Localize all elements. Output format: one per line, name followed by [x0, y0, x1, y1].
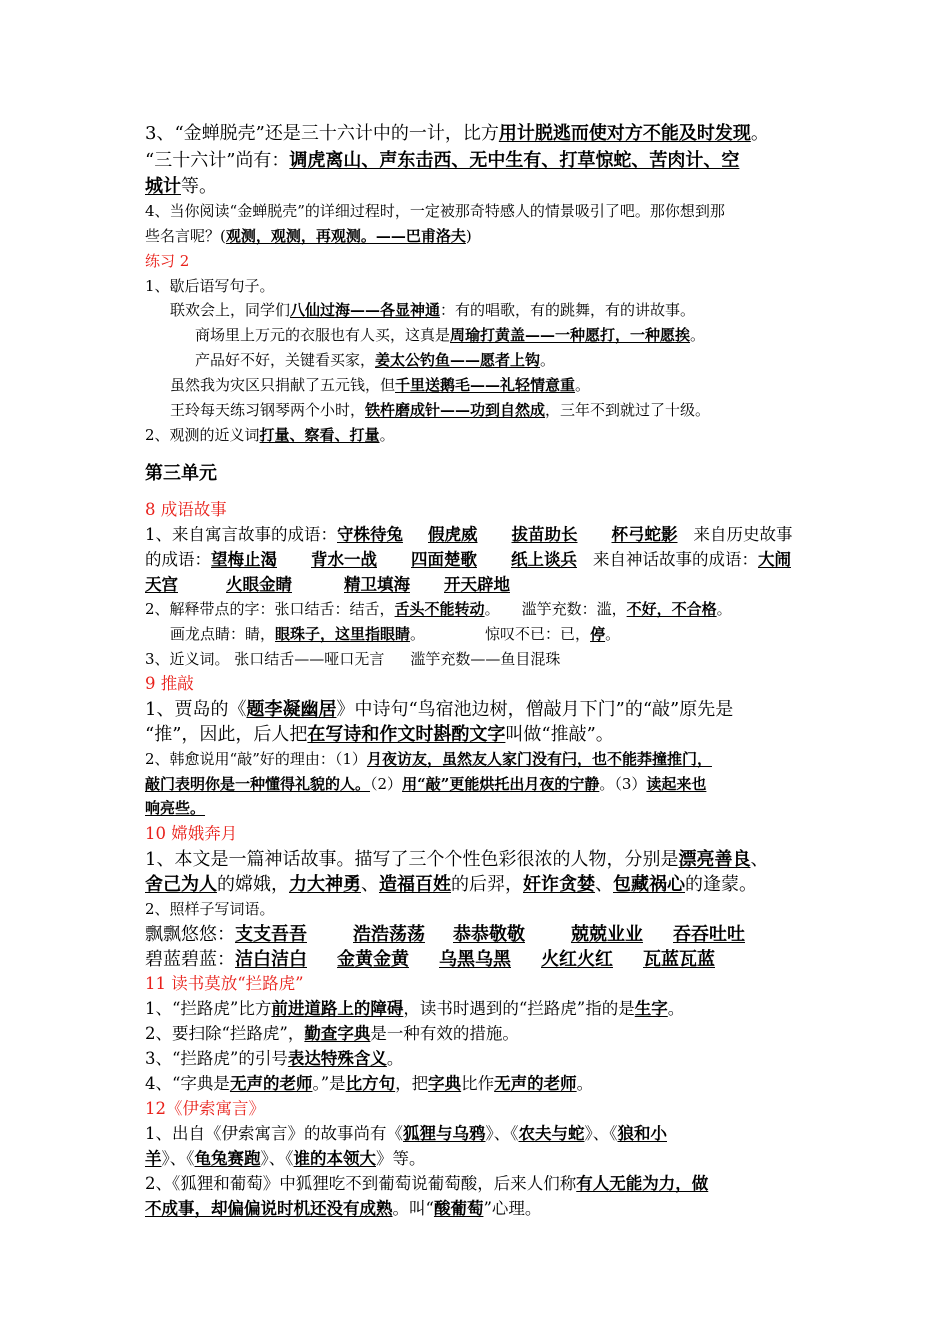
practice2-title: 练习 2 — [145, 252, 190, 270]
answer: 勤查字典 — [304, 1024, 371, 1043]
l12-q2-line1 — [145, 1176, 708, 1193]
text: 3、近义词。 张口结舌——哑口无言 — [145, 650, 385, 668]
text: “推”，因此，后人把 — [145, 724, 308, 745]
text: 。（3） — [599, 775, 647, 793]
idiom: 背水一战 — [311, 550, 377, 569]
q3-line3 — [145, 178, 217, 196]
answer: 敲门表明你是一种懂得礼貌的人。 — [145, 775, 371, 793]
answer: 前进道路上的障碍 — [271, 999, 404, 1018]
answer: 羊 — [145, 1149, 162, 1168]
text: 。 — [750, 123, 769, 144]
idiom: 守株待兔 — [337, 525, 403, 544]
text: 3、“拦路虎”的引号 — [145, 1049, 288, 1068]
answer: 力大神勇 — [289, 874, 361, 895]
answer: 不好，不合格 — [626, 600, 717, 618]
text: 。 — [410, 625, 426, 643]
idiom: 天宫 — [145, 575, 178, 594]
text: 1、本文是一篇神话故事。描写了三个个性色彩很浓的人物，分别是 — [145, 849, 679, 870]
text: 商场里上万元的衣服也有人买，这真是 — [195, 326, 451, 344]
answer: 龟兔赛跑 — [194, 1149, 261, 1168]
text: 、 — [361, 874, 379, 895]
answer: 用计脱逃而使对方不能及时发现 — [498, 123, 751, 144]
answer: 八仙过海——各显神通 — [290, 301, 441, 319]
answer: 漂亮善良 — [678, 849, 751, 870]
text: 2、要扫除“拦路虎”， — [145, 1024, 305, 1043]
text: （2） — [370, 775, 403, 793]
text: ：有的唱歌，有的跳舞，有的讲故事。 — [440, 301, 696, 319]
word: 浩浩荡荡 — [353, 924, 425, 945]
text: 》、《 — [485, 1124, 519, 1143]
text: 比作 — [461, 1074, 495, 1093]
text: 。 — [690, 326, 706, 344]
answer: 题李凝幽居 — [246, 699, 337, 720]
text: 1、来自寓言故事的成语： — [145, 525, 337, 544]
l11-q4 — [145, 1076, 593, 1093]
text: 4、当你阅读“金蝉脱壳”的详细过程时，一定被那奇特感人的情景吸引了吧。那你想到那 — [145, 202, 725, 220]
text: 的嫦娥， — [217, 874, 289, 895]
answer: 铁杵磨成针——功到自然成 — [365, 401, 546, 419]
text: 惊叹不已：已， — [485, 625, 591, 643]
text: 》、《 — [584, 1124, 618, 1143]
l9-q2-line1 — [145, 752, 712, 767]
text: 来自神话故事的成语： — [593, 550, 758, 569]
l11-q2 — [145, 1026, 519, 1043]
text: ”心理。 — [483, 1199, 542, 1218]
q4-line1 — [145, 204, 725, 219]
q3-line2 — [145, 152, 739, 170]
word: 乌黑乌黑 — [439, 949, 511, 970]
text: ，把 — [395, 1074, 429, 1093]
l12-q2-line2 — [145, 1201, 541, 1218]
l10-row2 — [145, 951, 715, 969]
word: 支支吾吾 — [235, 924, 307, 945]
answer: 读起来也 — [646, 775, 707, 793]
text: 。 — [576, 1074, 594, 1093]
l8-q1-line1 — [145, 527, 793, 544]
practice2-sentence4 — [170, 378, 590, 393]
text: 来自历史故事 — [693, 525, 793, 544]
answer: 无声的老师 — [494, 1074, 577, 1093]
answer: 包藏祸心 — [613, 874, 685, 895]
practice2-sentence3 — [195, 353, 555, 368]
word: 恭恭敬敬 — [453, 924, 525, 945]
answer: 舌头不能转动 — [394, 600, 485, 618]
text: 。 — [605, 625, 621, 643]
text: 等。 — [181, 176, 217, 197]
practice2-sentence2 — [195, 328, 705, 343]
l9-q1-line2 — [145, 726, 614, 744]
answer: 打量、察看、打量 — [259, 426, 380, 444]
text: 2、观测的近义词 — [145, 426, 260, 444]
answer: 在写诗和作文时斟酌文字 — [307, 724, 506, 745]
text: 4、“字典是 — [145, 1074, 230, 1093]
text: 的成语： — [145, 550, 211, 569]
text: 。 — [386, 1049, 404, 1068]
text: 2、解释带点的字：张口结舌：结舌， — [145, 600, 395, 618]
word: 火红火红 — [541, 949, 613, 970]
text: ，读书时遇到的“拦路虎”指的是 — [403, 999, 635, 1018]
l9-q1-line1 — [145, 701, 733, 719]
text: 虽然我为灾区只捐献了五元钱，但 — [170, 376, 396, 394]
answer: 有人无能为力，做 — [576, 1174, 709, 1193]
text: 的后羿， — [451, 874, 523, 895]
text: 。 — [575, 376, 591, 394]
text: 王玲每天练习钢琴两个小时， — [170, 401, 366, 419]
answer: 奸诈贪婪 — [523, 874, 595, 895]
answer: 农夫与蛇 — [518, 1124, 585, 1143]
text: 》等。 — [376, 1149, 426, 1168]
idiom: 开天辟地 — [444, 575, 510, 594]
answer: 比方句 — [345, 1074, 396, 1093]
answer: 字典 — [428, 1074, 462, 1093]
l10-q2: 2、照样子写词语。 — [145, 900, 275, 918]
text: 碧蓝碧蓝： — [145, 949, 235, 970]
text: 、 — [750, 849, 769, 870]
text: 。叫“ — [392, 1199, 434, 1218]
l8-q2-line1 — [145, 602, 732, 617]
text: 滥竽充数：滥， — [521, 600, 627, 618]
answer: 月夜访友，虽然友人家门没有闩，也不能莽撞推门， — [366, 750, 712, 768]
word: 瓦蓝瓦蓝 — [643, 949, 715, 970]
text: 。 — [379, 426, 395, 444]
idiom: 假虎威 — [428, 525, 478, 544]
practice2-q2 — [145, 428, 395, 443]
answer: 表达特殊含义 — [287, 1049, 387, 1068]
answer: 生字 — [634, 999, 668, 1018]
text: 2、韩愈说用“敲”好的理由：（1） — [145, 750, 367, 768]
idiom: 望梅止渴 — [211, 550, 277, 569]
l12-q1-line2 — [145, 1151, 426, 1168]
answer: 狼和小 — [617, 1124, 667, 1143]
text: 》中诗句“鸟宿池边树，僧敲月下门”的“敲”原先是 — [336, 699, 734, 720]
text: 联欢会上，同学们 — [170, 301, 291, 319]
word: 兢兢业业 — [571, 924, 643, 945]
text: 是一种有效的措施。 — [370, 1024, 519, 1043]
word: 金黄金黄 — [337, 949, 409, 970]
text: 》、《 — [260, 1149, 294, 1168]
answer: 造福百姓 — [379, 874, 451, 895]
answer: 用“敲”更能烘托出月夜的宁静 — [402, 775, 600, 793]
l11-q1 — [145, 1001, 684, 1018]
l8-q2-line2 — [170, 627, 620, 642]
answer: 无声的老师 — [229, 1074, 313, 1093]
l8-q1-line2 — [145, 552, 791, 569]
word: 洁白洁白 — [235, 949, 307, 970]
text: 飘飘悠悠： — [145, 924, 235, 945]
l9-q2-line2 — [145, 777, 706, 792]
answer: 调虎离山、声东击西、无中生有、打草惊蛇、苦肉计、空 — [289, 150, 740, 171]
answer: 酸葡萄 — [433, 1199, 484, 1218]
lesson10-title: 10 嫦娥奔月 — [145, 824, 238, 843]
text: 。 — [540, 351, 556, 369]
practice2-sentence5 — [170, 403, 710, 418]
text: 。 — [716, 600, 732, 618]
text: 。 — [667, 999, 685, 1018]
text: 。”是 — [312, 1074, 346, 1093]
answer: 狐狸与乌鸦 — [403, 1124, 486, 1143]
lesson12-title: 12《伊索寓言》 — [145, 1099, 265, 1118]
idiom: 火眼金睛 — [226, 575, 292, 594]
text: 1、出自《伊索寓言》的故事尚有《 — [145, 1124, 403, 1143]
practice2-sentence1 — [170, 303, 695, 318]
practice2-q1: 1、歇后语写句子。 — [145, 277, 275, 295]
text: 》、《 — [161, 1149, 195, 1168]
answer: 停 — [590, 625, 606, 643]
answer: 眼珠子，这里指眼睛 — [275, 625, 411, 643]
l11-q3 — [145, 1051, 403, 1068]
q4-line2 — [145, 229, 472, 244]
idiom: 精卫填海 — [344, 575, 410, 594]
l10-row1 — [145, 926, 745, 944]
answer: 千里送鹅毛——礼轻情意重 — [395, 376, 576, 394]
lesson8-title: 8 成语故事 — [145, 500, 227, 519]
answer: 周瑜打黄盖——一种愿打，一种愿挨 — [450, 326, 691, 344]
text: 3、“金蝉脱壳”还是三十六计中的一计，比方 — [145, 123, 499, 144]
text: 滥竽充数——鱼目混珠 — [410, 650, 561, 668]
text: 1、“拦路虎”比方 — [145, 999, 272, 1018]
word: 吞吞吐吐 — [673, 924, 745, 945]
text: 。 — [484, 600, 500, 618]
text: 1、贾岛的《 — [145, 699, 247, 720]
text: 画龙点睛：睛， — [170, 625, 276, 643]
answer: 观测，观测，再观测。——巴甫洛夫 — [225, 227, 466, 245]
text: ，三年不到就过了十级。 — [545, 401, 711, 419]
idiom: 拔苗助长 — [511, 525, 578, 544]
answer: 舍己为人 — [145, 874, 217, 895]
text: 产品好不好，关键看买家， — [195, 351, 376, 369]
text: ) — [465, 227, 472, 245]
answer: 不成事，却偏偏说时机还没有成熟 — [145, 1199, 393, 1218]
idiom: 杯弓蛇影 — [611, 525, 678, 544]
text: 叫做“推敲”。 — [505, 724, 614, 745]
l12-q1-line1 — [145, 1126, 667, 1143]
q3-line1 — [145, 125, 769, 143]
l10-q1-line2 — [145, 876, 757, 894]
text: 些名言呢？( — [145, 227, 226, 245]
text: 、 — [595, 874, 613, 895]
l10-q1-line1 — [145, 851, 768, 869]
idiom: 纸上谈兵 — [511, 550, 577, 569]
l8-q3 — [145, 652, 560, 667]
text: “三十六计”尚有： — [145, 150, 290, 171]
l9-q2-line3 — [145, 801, 205, 816]
answer: 城计 — [145, 176, 181, 197]
text: 的逢蒙。 — [685, 874, 757, 895]
idiom: 大闹 — [758, 550, 791, 569]
lesson9-title: 9 推敲 — [145, 674, 194, 693]
l8-q1-line3 — [145, 577, 510, 594]
answer: 姜太公钓鱼——愿者上钩 — [375, 351, 541, 369]
text: 2、《狐狸和葡萄》中狐狸吃不到葡萄说葡萄酸，后来人们称 — [145, 1174, 577, 1193]
unit3-heading: 第三单元 — [145, 463, 217, 484]
lesson11-title: 11 读书莫放“拦路虎” — [145, 974, 304, 993]
idiom: 四面楚歌 — [411, 550, 477, 569]
answer: 响亮些。 — [145, 799, 206, 817]
answer: 谁的本领大 — [293, 1149, 376, 1168]
